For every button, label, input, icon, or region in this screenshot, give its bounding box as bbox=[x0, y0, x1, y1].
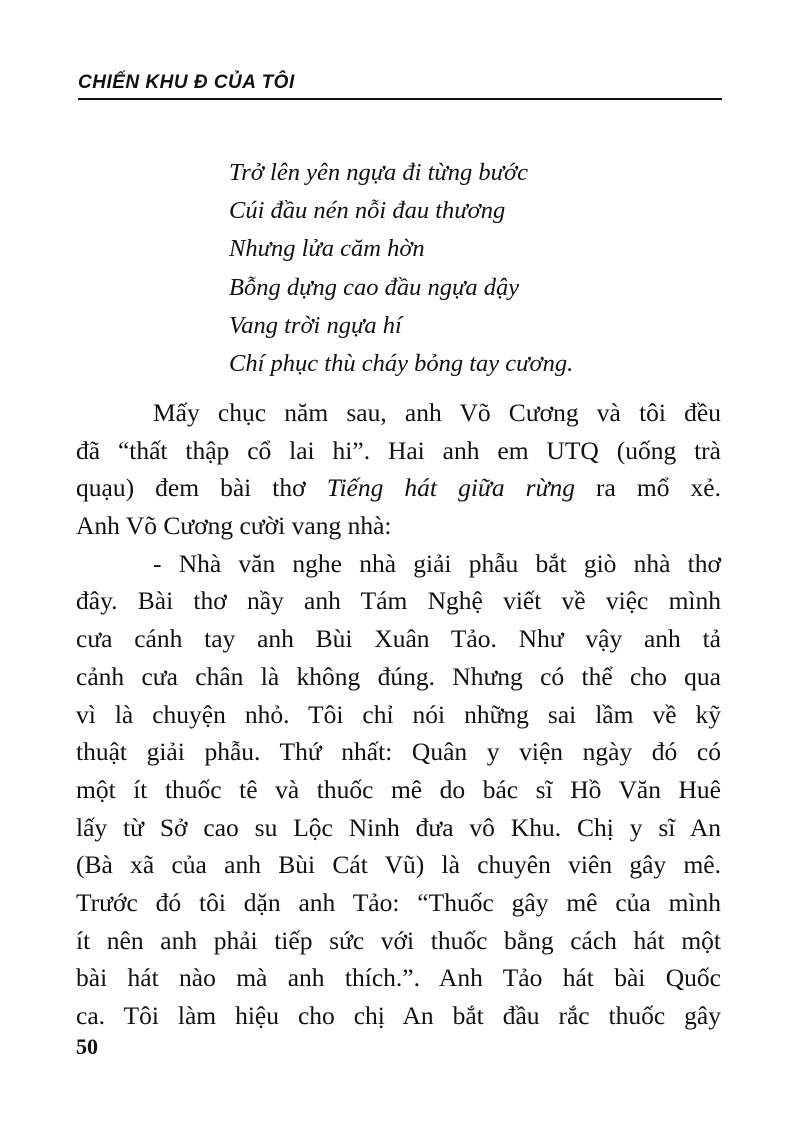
paragraph-line: vì là chuyện nhỏ. Tôi chỉ nói những sai lầm về kỹ bbox=[76, 699, 721, 729]
body-text bbox=[76, 394, 721, 1035]
poem-title-reference: Tiếng hát giữa rừng bbox=[326, 473, 575, 503]
running-header bbox=[78, 72, 722, 100]
poem-line: Bỗng dựng cao đầu ngựa dậy bbox=[229, 273, 520, 301]
paragraph-line bbox=[76, 469, 721, 507]
poem-line: Vang trời ngựa hí bbox=[229, 311, 402, 339]
paragraph-line: đã “thất thập cổ lai hi”. Hai anh em UTQ (uống trà bbox=[76, 435, 721, 465]
paragraph-text: ra mổ xẻ. bbox=[574, 473, 721, 503]
paragraph-line: bài hát nào mà anh thích.”. Anh Tảo hát bài Quốc bbox=[76, 963, 721, 993]
running-header-title: CHIẾN KHU Đ CỦA TÔI bbox=[78, 72, 295, 93]
page-number: 50 bbox=[76, 1034, 98, 1059]
paragraph-line: Trước đó tôi dặn anh Tảo: “Thuốc gây mê của mình bbox=[76, 887, 721, 917]
paragraph-line: ca. Tôi làm hiệu cho chị An bắt đầu rắc thuốc gây bbox=[76, 1001, 721, 1030]
poem-line: Nhưng lửa căm hờn bbox=[229, 235, 425, 263]
paragraph-text: quạu) đem bài thơ bbox=[76, 473, 327, 503]
paragraph-line: thuật giải phẫu. Thứ nhất: Quân y viện ngày đó có bbox=[76, 737, 721, 767]
poem-line: Cúi đầu nén nỗi đau thương bbox=[229, 197, 506, 225]
paragraph-line: đây. Bài thơ nầy anh Tám Nghệ viết về việc mình bbox=[76, 586, 721, 616]
poem-line: Chí phục thù cháy bỏng tay cương. bbox=[229, 350, 574, 378]
paragraph-line: một ít thuốc tê và thuốc mê do bác sĩ Hồ Văn Huê bbox=[76, 774, 721, 804]
paragraph-line: Anh Võ Cương cười vang nhà: bbox=[76, 511, 392, 541]
paragraph-line: (Bà xã của anh Bùi Cát Vũ) là chuyên viên gây mê. bbox=[76, 850, 721, 880]
poem-stanza bbox=[229, 154, 573, 383]
paragraph-line: Mấy chục năm sau, anh Võ Cương và tôi đều bbox=[153, 398, 721, 427]
paragraph-line: - Nhà văn nghe nhà giải phẫu bắt giò nhà thơ bbox=[153, 548, 721, 578]
paragraph-line: ít nên anh phải tiếp sức với thuốc bằng cách hát một bbox=[76, 925, 721, 955]
paragraph-line: cảnh cưa chân là không đúng. Nhưng có thể cho qua bbox=[76, 661, 721, 691]
poem-line: Trở lên yên ngựa đi từng bước bbox=[229, 159, 528, 186]
paragraph-line: cưa cánh tay anh Bùi Xuân Tảo. Như vậy anh tả bbox=[76, 624, 721, 654]
paragraph-line: lấy từ Sở cao su Lộc Ninh đưa vô Khu. Chị y sĩ An bbox=[76, 812, 721, 842]
